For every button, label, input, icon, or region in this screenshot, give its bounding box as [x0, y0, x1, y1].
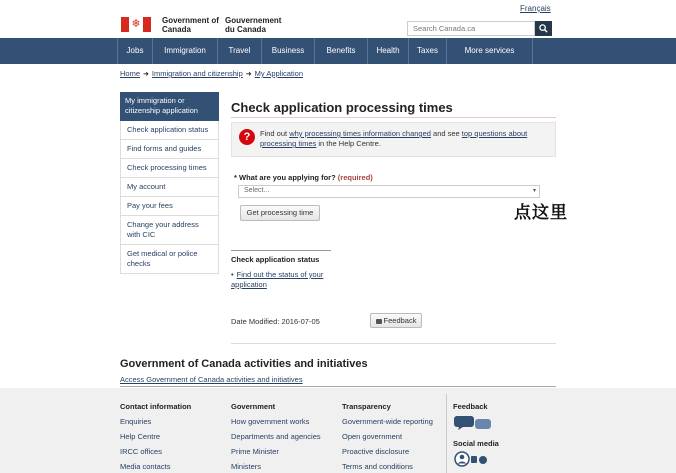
breadcrumb	[120, 69, 303, 78]
search-button[interactable]	[535, 21, 552, 36]
status-link[interactable]: Find out the status of your application	[231, 270, 324, 289]
footer-link[interactable]: How government works	[231, 417, 310, 426]
menu-item-business[interactable]: Business	[262, 38, 315, 64]
footer-link[interactable]: Government-wide reporting	[342, 417, 433, 426]
menu-item-health[interactable]: Health	[368, 38, 409, 64]
sidebar-item-medical-police[interactable]: Get medical or police checks	[120, 245, 219, 274]
footer-heading: Government	[231, 402, 276, 411]
sidebar-item-check-status[interactable]: Check application status	[120, 121, 219, 140]
footer-col-transparency	[342, 402, 433, 473]
footer-col-feedback	[446, 394, 506, 473]
applying-for-label	[234, 173, 373, 182]
site-footer	[0, 388, 676, 473]
canada-flag-icon: ❄	[121, 17, 151, 32]
get-processing-time-button[interactable]: Get processing time	[240, 205, 320, 221]
footer-link[interactable]: Prime Minister	[231, 447, 279, 456]
footer-feedback-heading: Feedback	[453, 402, 488, 411]
breadcrumb-immigration[interactable]: Immigration and citizenship	[151, 69, 243, 78]
gc-activities-heading: Government of Canada activities and initiatives	[120, 358, 368, 370]
question-icon: ?	[239, 129, 255, 145]
status-divider	[231, 250, 331, 251]
info-suffix: in the Help Centre.	[316, 139, 381, 148]
breadcrumb-my-application[interactable]: My Application	[254, 69, 304, 78]
breadcrumb-home[interactable]: Home	[120, 69, 141, 78]
footer-link[interactable]: IRCC offices	[120, 447, 162, 456]
menu-item-taxes[interactable]: Taxes	[409, 38, 447, 64]
sidebar-item-pay-fees[interactable]: Pay your fees	[120, 197, 219, 216]
gov-signature-en[interactable]: Government of Canada	[162, 16, 219, 34]
menu-item-travel[interactable]: Travel	[218, 38, 262, 64]
menu-item-more-services[interactable]: More services	[447, 38, 533, 64]
footer-col-contact	[120, 402, 191, 473]
bullet-icon: •	[231, 270, 234, 279]
top-header	[0, 0, 676, 38]
footer-link[interactable]: Proactive disclosure	[342, 447, 410, 456]
footer-col-government	[231, 402, 321, 473]
footer-link[interactable]: Terms and conditions	[342, 462, 413, 471]
handwritten-annotation: 点这里	[514, 203, 568, 223]
gc-activities-link[interactable]: Access Government of Canada activities and initiatives	[120, 375, 303, 384]
search-icon	[539, 24, 548, 33]
section-sidebar	[120, 92, 219, 274]
menu-item-benefits[interactable]: Benefits	[315, 38, 368, 64]
search-input[interactable]: Search Canada.ca	[407, 21, 535, 36]
footer-link[interactable]: Enquiries	[120, 417, 152, 426]
status-list-item	[231, 270, 351, 290]
applying-for-select[interactable]	[238, 185, 540, 198]
select-value: Select...	[244, 187, 270, 194]
question-text: * What are you applying for?	[234, 173, 336, 182]
title-divider	[231, 117, 556, 118]
required-marker: (required)	[337, 173, 373, 182]
footer-heading: Contact information	[120, 402, 192, 411]
gov-signature-fr[interactable]: Gouvernement du Canada	[225, 16, 282, 34]
footer-link[interactable]: Departments and agencies	[231, 432, 321, 441]
footer-link[interactable]: Help Centre	[120, 432, 161, 441]
social-media-icon[interactable]	[453, 451, 497, 467]
main-menu	[0, 38, 676, 64]
chevron-down-icon: ▾	[532, 188, 536, 194]
top-questions-link[interactable]: top questions about processing times	[260, 129, 528, 148]
sidebar-heading[interactable]: My immigration or citizenship application	[120, 92, 219, 121]
why-changed-link[interactable]: why processing times information changed	[289, 129, 431, 138]
footer-social-heading: Social media	[453, 439, 499, 448]
footer-link[interactable]: Open government	[342, 432, 403, 441]
sidebar-item-my-account[interactable]: My account	[120, 178, 219, 197]
gc-divider	[120, 386, 556, 387]
date-modified: Date Modified: 2016-07-05	[231, 317, 320, 326]
menu-item-jobs[interactable]: Jobs	[117, 38, 153, 64]
footer-link[interactable]: Media contacts	[120, 462, 171, 471]
feedback-button[interactable]	[370, 313, 422, 328]
feedback-label: Feedback	[383, 316, 417, 325]
info-middle: and see	[430, 129, 462, 138]
comment-icon	[376, 319, 382, 324]
info-alert	[231, 122, 556, 157]
feedback-icon[interactable]	[453, 415, 493, 431]
arrow-right-icon: ➜	[245, 70, 252, 78]
language-toggle-link[interactable]: Français	[520, 4, 551, 13]
content-divider	[231, 343, 556, 344]
sidebar-item-forms[interactable]: Find forms and guides	[120, 140, 219, 159]
status-heading: Check application status	[231, 255, 320, 264]
page-title: Check application processing times	[231, 100, 453, 115]
sidebar-item-change-address[interactable]: Change your address with CIC	[120, 216, 219, 245]
footer-link[interactable]: Ministers	[231, 462, 262, 471]
arrow-right-icon: ➜	[143, 70, 149, 78]
footer-heading: Transparency	[342, 402, 391, 411]
menu-item-immigration[interactable]: Immigration	[153, 38, 218, 64]
info-text	[260, 129, 550, 149]
sidebar-item-processing-times[interactable]: Check processing times	[120, 159, 219, 178]
info-prefix: Find out	[260, 129, 290, 138]
